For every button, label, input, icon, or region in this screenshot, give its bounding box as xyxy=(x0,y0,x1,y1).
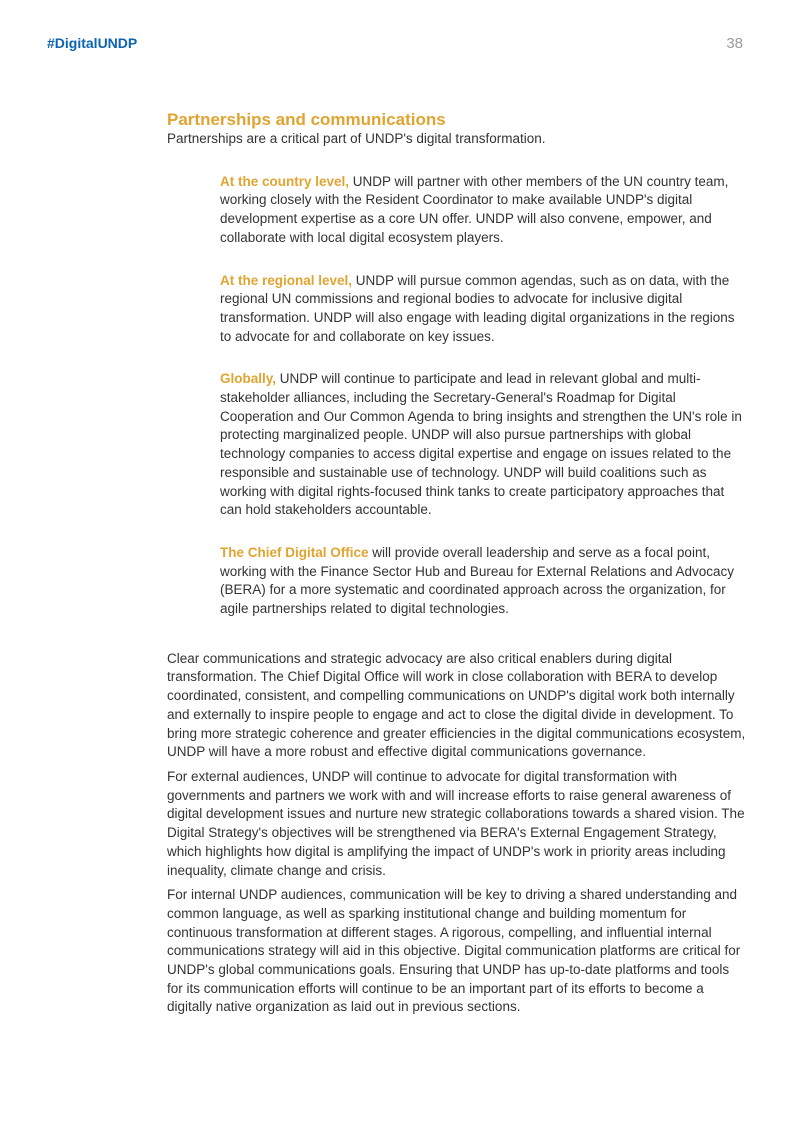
section-intro: Partnerships are a critical part of UNDP's digital transformation. xyxy=(167,131,546,146)
point-country-level xyxy=(220,173,747,248)
point-lead: The Chief Digital Office xyxy=(220,544,369,560)
point-text: UNDP will pursue common agendas, such as on data, with the regional UN commissions and regional bodies to advocate for inclusive digital transformation. UNDP will also engage with leading digital organizations in the regions to advocate for and collaborate on key issues. xyxy=(220,272,735,344)
main-content xyxy=(167,110,747,1023)
point-regional-level xyxy=(220,272,747,347)
point-chief-digital-office xyxy=(220,544,747,619)
point-text: UNDP will partner with other members of the UN country team, working closely with the Resident Coordinator to make available UNDP's digital development expertise as a core UN offer. UNDP will also convene, empower, and collaborate with local digital ecosystem players. xyxy=(220,173,729,245)
point-lead: At the country level, xyxy=(220,173,350,189)
point-text: will provide overall leadership and serve as a focal point, working with the Finance Sector Hub and Bureau for External Relations and Advocacy (BERA) for a more systematic and coordinated approach across the organization, for agile partnerships related to digital technologies. xyxy=(220,544,735,617)
point-global xyxy=(220,370,747,520)
header-hashtag: #DigitalUNDP xyxy=(47,35,138,51)
page-number: 38 xyxy=(726,35,743,52)
partnership-levels xyxy=(220,173,747,619)
point-lead: At the regional level, xyxy=(220,272,353,288)
section-title: Partnerships and communications xyxy=(167,110,446,129)
paragraph-communications: Clear communications and strategic advocacy are also critical enablers during digital transformation. The Chief Digital Office will work in close collaboration with BERA to develop coordinated, consistent, and compelling communications on UNDP's digital work both internally and externally to inspire people to engage and act to close the digital divide in development. To bring more strategic coherence and greater efficiencies in the digital communications ecosystem, UNDP will have a more robust and effective digital communications governance. xyxy=(167,650,746,760)
point-text: UNDP will continue to participate and lead in relevant global and multi-stakeholder alliances, including the Secretary-General's Roadmap for Digital Cooperation and Our Common Agenda to bring insights and strengthen the UN's role in protecting marginalized people. UNDP will also pursue partnerships with global technology companies to access digital expertise and engage on issues related to the responsible and sustainable use of technology. UNDP will build coalitions such as working with digital rights-focused think tanks to create participatory approaches that can hold stakeholders accountable. xyxy=(220,371,742,518)
paragraph-internal-audiences: For internal UNDP audiences, communication will be key to driving a shared understanding and common language, as well as sparking institutional change and building momentum for continuous transformation at different stages. A rigorous, compelling, and influential internal communications strategy will aid in this objective. Digital communication platforms are critical for UNDP's global communications goals. Ensuring that UNDP has up-to-date platforms and tools for its communication efforts will continue to be an important part of its efforts to become a digitally native organization as laid out in previous sections. xyxy=(167,887,741,1015)
point-lead: Globally, xyxy=(220,371,277,387)
paragraph-external-audiences: For external audiences, UNDP will continue to advocate for digital transformation with governments and partners we work with and will increase efforts to raise general awareness of digital development issues and nurture new strategic collaborations towards a shared vision. The Digital Strategy's objectives will be strengthened via BERA's External Engagement Strategy, which highlights how digital is amplifying the impact of UNDP's work in priority areas including inequality, climate change and crisis. xyxy=(167,768,745,878)
